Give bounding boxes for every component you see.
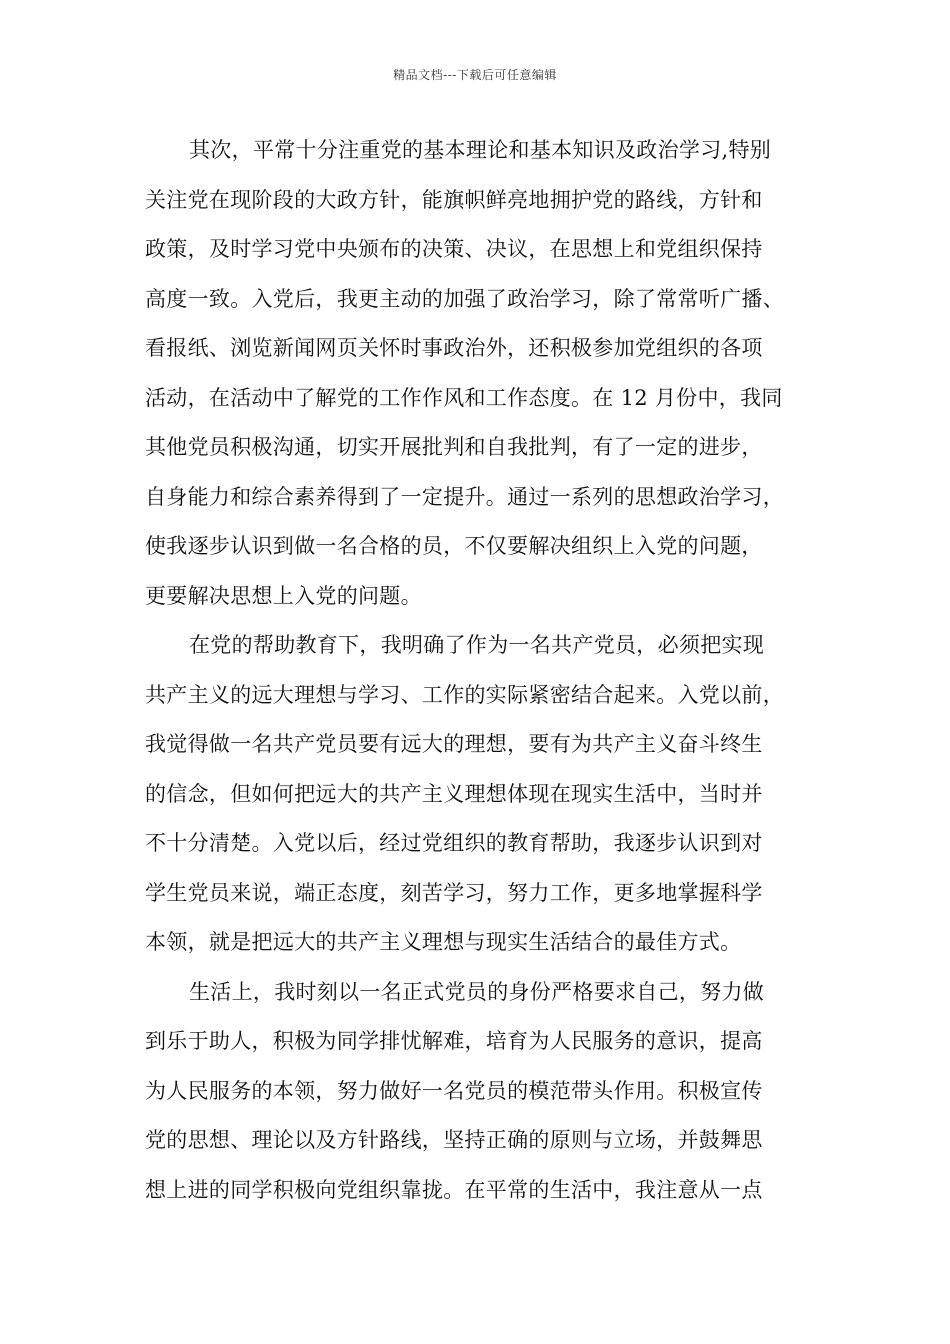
paragraph-1	[145, 132, 825, 627]
paragraph-3	[145, 974, 825, 1222]
text-line: 不十分清楚。入党以后，经过党组织的教育帮助，我逐步认识到对	[145, 831, 763, 855]
text-line: 到乐于助人，积极为同学排忧解难，培育为人民服务的意识，提高	[145, 1029, 763, 1053]
text-line: 学生党员来说，端正态度，刻苦学习，努力工作，更多地掌握科学	[145, 880, 763, 905]
document-body	[145, 132, 825, 1221]
text-line: 看报纸、浏览新闻网页关怀时事政治外，还积极参加党组织的各项	[145, 336, 763, 360]
text-line: 生活上，我时刻以一名正式党员的身份严格要求自己，努力做	[189, 979, 765, 1004]
text-line: 其他党员积极沟通，切实开展批判和自我批判，有了一定的进步，	[145, 435, 763, 459]
text-line: 共产主义的远大理想与学习、工作的实际紧密结合起来。入党以前，	[145, 682, 784, 707]
text-line: 政策，及时学习党中央颁布的决策、决议，在思想上和党组织保持	[145, 237, 763, 261]
text-line: 关注党在现阶段的大政方针，能旗帜鲜亮地拥护党的路线，方针和	[145, 187, 763, 212]
paragraph-2	[145, 627, 825, 974]
text-line: 活动，在活动中了解党的工作作风和工作态度。在 12 月份中，我同	[145, 385, 783, 410]
text-line: 更要解决思想上入党的问题。	[145, 583, 422, 608]
page-header: 精品文档---下载后可任意编辑	[393, 68, 557, 82]
text-line: 自身能力和综合素养得到了一定提升。通过一系列的思想政治学习，	[145, 484, 784, 509]
text-line: 党的思想、理论以及方针路线，坚持正确的原则与立场，并鼓舞思	[145, 1128, 763, 1152]
text-line: 为人民服务的本领，努力做好一名党员的模范带头作用。积极宣传	[145, 1078, 763, 1103]
text-line: 我觉得做一名共产党员要有远大的理想，要有为共产主义奋斗终生	[145, 732, 763, 756]
text-line: 本领，就是把远大的共产主义理想与现实生活结合的最佳方式。	[145, 930, 742, 954]
text-line: 想上进的同学积极向党组织靠拢。在平常的生活中，我注意从一点	[145, 1177, 763, 1202]
text-line: 在党的帮助教育下，我明确了作为一名共产党员，必须把实现	[189, 633, 765, 657]
text-line: 的信念，但如何把远大的共产主义理想体现在现实生活中，当时并	[145, 781, 763, 806]
text-line: 其次，平常十分注重党的基本理论和基本知识及政治学习,特别	[189, 138, 772, 162]
text-line: 高度一致。入党后，我更主动的加强了政治学习，除了常常听广播、	[145, 286, 784, 311]
text-line: 使我逐步认识到做一名合格的员，不仅要解决组织上入党的问题，	[145, 534, 763, 558]
